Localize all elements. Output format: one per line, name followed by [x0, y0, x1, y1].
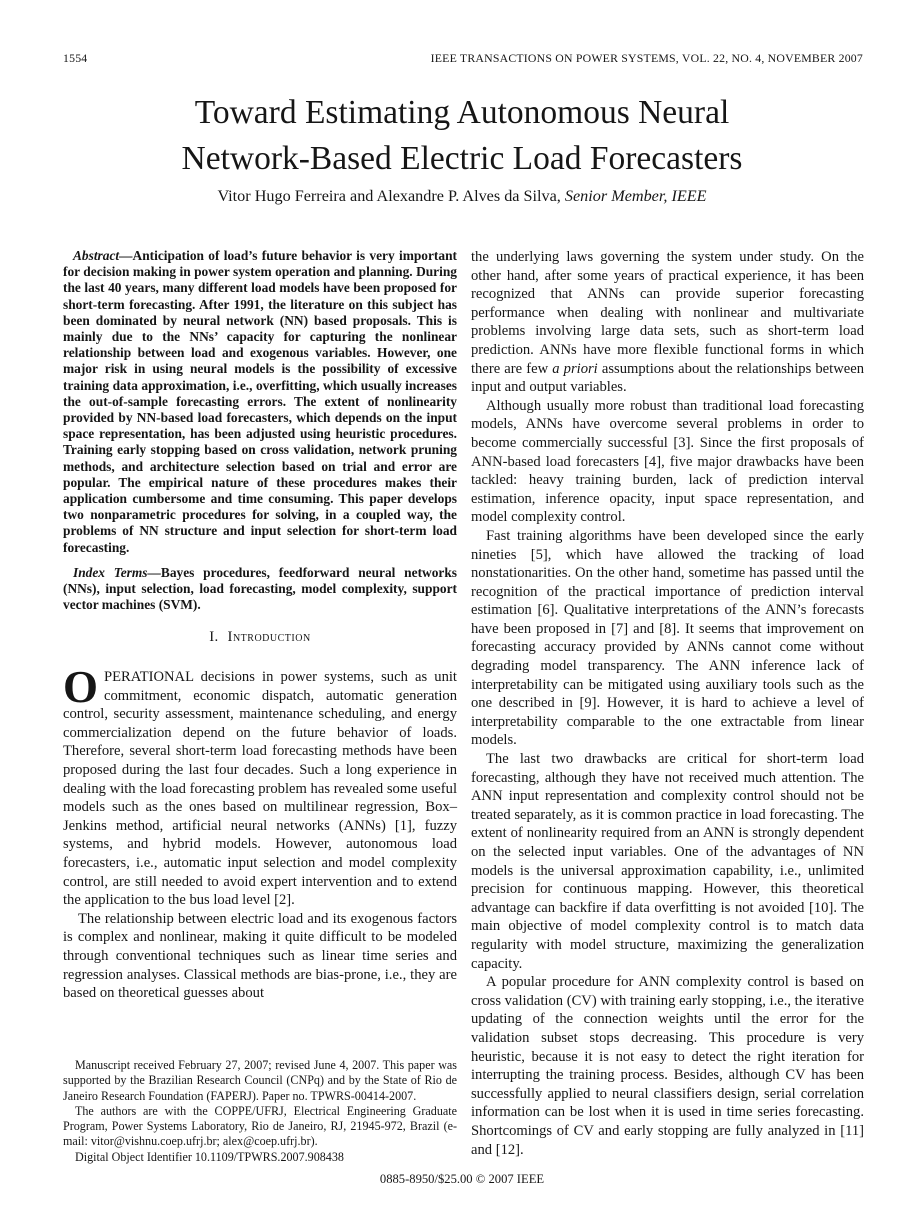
abstract-block — [63, 248, 457, 613]
abstract-text: Anticipation of load’s future behavior is very important for decision making in power system operation and planning. During the last 40 years, many different load models have been proposed for short-term forecasting. After 1991, the literature on this subject has been dominated by neural network (NN) based proposals. This is mainly due to the NNs’ capacity for capturing the nonlinear relationship between load and exogenous variables. However, one major risk in using neural models is the possibility of excessive training data approximation, i.e., overfitting, which usually increases the out-of-sample forecasting errors. The extent of nonlinearity provided by NN-based load forecasters, which depends on the input space representation, has been adjusted using heuristic procedures. Training early stopping based on cross validation, network pruning methods, and architecture selection based on trial and error are popular. The empirical nature of these procedures makes their application cumbersome and time consuming. This paper develops two nonparametric procedures for solving, in a coupled way, the problems of NN structure and input selection for short-term load forecasting. — [63, 248, 457, 555]
right-paragraph-1b: assumptions about the relationships between input and output variables. — [471, 360, 865, 396]
intro-paragraph-1-text: PERATIONAL decisions in power systems, such as unit commitment, economic dispatch, automatic generation control, security assessment, maintenance scheduling, and energy commercialization depend on the future behavior of loads. Therefore, several short-term load forecasting methods have been proposed during the last four decades. Such a long experience in dealing with the load forecasting problem has revealed some useful models such as the ones based on multilinear regression, Box–Jenkins method, artificial neural networks (ANNs) [1], fuzzy systems, and hybrid models. However, autonomous load forecasters, i.e., automatic input selection and model complexity control, are still needed to avoid expert intervention and to extend the application to the bus load level [2]. — [63, 669, 457, 909]
section-number: I. — [209, 629, 219, 646]
first-page-footnote — [63, 1058, 457, 1165]
author-membership: Senior Member, IEEE — [564, 187, 707, 205]
paper-title — [0, 90, 924, 182]
intro-paragraph-2: The relationship between electric load and its exogenous factors is complex and nonlinear, making it quite difficult to be modeled through conventional techniques such as linear time series and regression analyses. Classical methods are bias-prone, i.e., they are based on theoretical guesses about — [63, 910, 457, 1002]
right-paragraph-3: Fast training algorithms have been developed since the early nineties [5], which have allowed the tracking of load nonstationarities. On the other hand, sometime has passed until the recognition of the practical importance of prediction interval estimation [6]. Qualitative interpretations of the ANN’s forecasts have been proposed in [7] and [8]. It seems that improvement on forecasting accuracy provided by ANNs cannot come without degrading model transparency. The ANN inference lack of interpretability can be mitigated using auxiliary tools such as the one described in [9]. However, it is hard to achieve a level of interpretability comparable to the one extractable from linear models. — [471, 527, 864, 749]
footnote-affiliation: The authors are with the COPPE/UFRJ, Electrical Engineering Graduate Program, Power Systems Laboratory, Rio de Janeiro, RJ, 21945-972, Brazil (e-mail: vitor@vishnu.coep.ufrj.br; alex@coep.ufrj.br). — [63, 1103, 457, 1149]
paper-title-line1: Toward Estimating Autonomous Neural — [194, 94, 730, 131]
section-heading-introduction — [63, 628, 457, 647]
footnote-manuscript: Manuscript received February 27, 2007; revised June 4, 2007. This paper was supported by the Brazilian Research Council (CNPq) and by the State of Rio de Janeiro Research Foundation (FAPERJ). Paper no. TPWRS-00414-2007. — [63, 1058, 457, 1103]
page-number: 1554 — [63, 51, 88, 65]
intro-paragraph-1 — [63, 662, 457, 910]
right-column — [471, 248, 864, 1159]
author-names: Vitor Hugo Ferreira and Alexandre P. Alves da Silva, — [217, 187, 565, 205]
abstract-lead: Abstract— — [73, 248, 133, 263]
right-paragraph-1 — [471, 248, 864, 397]
abstract-paragraph — [63, 248, 457, 556]
right-paragraph-2: Although usually more robust than traditional load forecasting models, ANNs have overcome several problems in order to become commercially successful [3]. Since the first proposals of ANN-based load forecasters [4], five major drawbacks have been tackled: heavy training burden, lack of prediction interval estimation, inference opacity, input space representation, and model complexity control. — [471, 397, 864, 526]
running-head — [63, 51, 863, 66]
footnote-doi: Digital Object Identifier 10.1109/TPWRS.2007.908438 — [75, 1149, 344, 1164]
copyright-footer: 0885-8950/$25.00 © 2007 IEEE — [379, 1172, 545, 1186]
a-priori-italic: a priori — [552, 360, 598, 377]
dropcap-letter: O — [63, 662, 99, 713]
index-terms-text: Bayes procedures, feedforward neural networks (NNs), input selection, load forecasting, model complexity, support vector machines (SVM). — [63, 564, 458, 613]
index-terms-paragraph — [63, 565, 457, 614]
paper-title-line2: Network-Based Electric Load Forecasters — [181, 140, 743, 177]
right-paragraph-4: The last two drawbacks are critical for short-term load forecasting, although they have not received much attention. The ANN input representation and complexity control should not be treated separately, as it is common practice in load forecasting. The extent of nonlinearity required from an ANN is strongly dependent on the selected input variables. One of the advantages of NN models is the universal approximation capability, i.e., unlimited precision for continuous mapping. However, this theoretical advantage can backfire if data overfitting is not avoided [10]. The main objective of model complexity control is to match data regularity with model structure, maximizing the generalization capacity. — [471, 751, 864, 972]
right-paragraph-5: A popular procedure for ANN complexity control is based on cross validation (CV) with training early stopping, i.e., the iterative updating of the connection weights until the error for the validation subset stops decreasing. This procedure is very heuristic, because it is not easy to detect the right iteration for interrupting the training process. Besides, although CV has been successfully applied to neural classifiers design, serial correlation information can be lost when it is used in time series forecasting. Shortcomings of CV and early stopping are fully analyzed in [11] and [12]. — [471, 974, 864, 1158]
right-paragraph-1a: the underlying laws governing the system under study. On the other hand, after some years of practical experience, it has been recognized that ANNs can provide superior forecasting performance when dealing with nonlinear and multivariate problems involving large data sets, such as short-term load prediction. ANNs have more flexible functional forms in which there are few — [471, 249, 864, 377]
author-byline — [0, 187, 924, 206]
left-column — [63, 248, 457, 1003]
index-terms-lead: Index Terms— — [73, 564, 161, 580]
section-title: Introduction — [227, 629, 311, 646]
journal-header: IEEE TRANSACTIONS ON POWER SYSTEMS, VOL. 22, NO. 4, NOVEMBER 2007 — [430, 51, 863, 65]
